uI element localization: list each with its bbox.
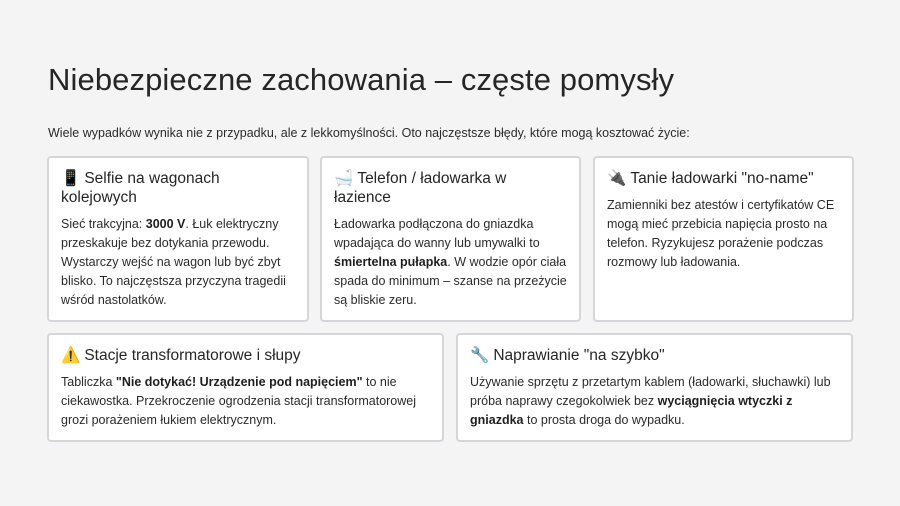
body-emphasis: 3000 V	[145, 217, 186, 231]
card-body	[61, 373, 430, 430]
bathtub-icon: 🛁	[334, 170, 354, 187]
body-text: Sieć trakcyjna:	[61, 217, 146, 231]
card-body	[470, 373, 839, 430]
intro-text: Wiele wypadków wynika nie z przypadku, ale z lekkomyślności. Oto najczęstsze błędy, które mogą kosztować życie:	[48, 126, 690, 140]
card-body	[61, 215, 295, 310]
card-title-text: Selfie na wagonach kolejowych	[61, 170, 220, 206]
body-text: . W wodzie opór ciała spada do minimum – szanse na przeżycie są bliskie zeru.	[334, 255, 567, 307]
card-title-text: Stacje transformatorowe i słupy	[84, 347, 301, 364]
card-title	[334, 169, 567, 207]
card-title	[607, 169, 840, 188]
body-emphasis: "Nie dotykać! Urządzenie pod napięciem"	[115, 375, 363, 389]
card-selfie	[47, 156, 309, 322]
card-phone-in-bathroom	[320, 156, 581, 322]
body-emphasis: śmiertelna pułapka	[334, 255, 448, 269]
card-body	[607, 196, 840, 272]
body-emphasis: wyciągnięcia wtyczki z gniazdka	[470, 394, 793, 427]
mobile-phone-icon: 📱	[61, 170, 81, 187]
card-quick-repair	[456, 333, 853, 442]
card-title	[61, 346, 430, 365]
card-title-text: Telefon / ładowarka w łazience	[334, 170, 507, 206]
body-text: . Łuk elektryczny przeskakuje bez dotykania przewodu. Wystarczy wejść na wagon lub być zbyt blisko. To najczęstsza przyczyna tragedii wśród nastolatków.	[61, 217, 286, 307]
card-title	[61, 169, 295, 207]
body-text: Zamienniki bez atestów i certyfikatów CE mogą mieć przebicia napięcia prosto na telefon. Ryzykujesz porażenie podczas rozmowy lub ładowania.	[607, 198, 835, 269]
electric-plug-icon: 🔌	[607, 170, 627, 187]
warning-icon: ⚠️	[61, 347, 81, 364]
card-title	[470, 346, 839, 365]
card-title-text: Naprawianie "na szybko"	[493, 347, 665, 364]
card-title-text: Tanie ładowarki "no-name"	[630, 170, 814, 187]
card-body	[334, 215, 567, 310]
body-text: to nie ciekawostka. Przekroczenie ogrodzenia stacji transformatorowej grozi porażeniem łukiem elektrycznym.	[61, 375, 417, 427]
body-text: to prosta droga do wypadku.	[523, 413, 685, 427]
body-text: Ładowarka podłączona do gniazdka wpadająca do wanny lub umywalki to	[334, 217, 540, 250]
page-title: Niebezpieczne zachowania – częste pomysły	[48, 62, 675, 97]
body-text: Używanie sprzętu z przetartym kablem (ładowarki, słuchawki) lub próba naprawy czegokolwiek bez	[470, 375, 831, 408]
wrench-icon: 🔧	[470, 347, 490, 364]
body-text: Tabliczka	[61, 375, 116, 389]
card-transformer-stations	[47, 333, 444, 442]
card-cheap-chargers	[593, 156, 854, 322]
